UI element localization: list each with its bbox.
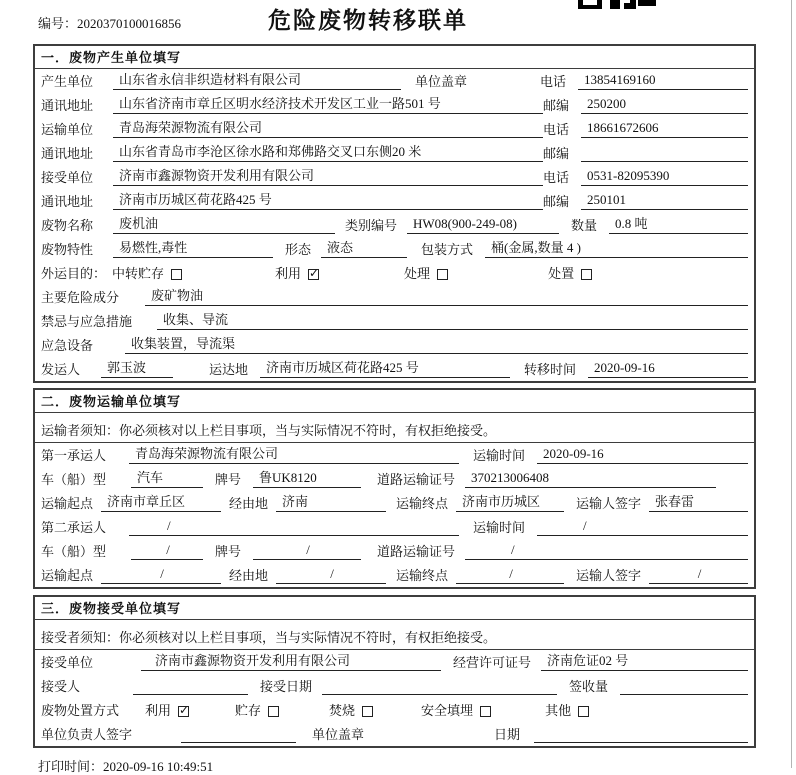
purpose-option-utilize [275,266,319,282]
form-label: 形态 [285,242,312,257]
plate2-label: 牌号 [215,544,242,559]
disposal-option-other [545,703,589,719]
accept-date-value [322,693,557,695]
phone1-group [540,72,748,90]
characteristic-label: 废物特性 [41,242,94,257]
addr1-value: 山东省济南市章丘区明水经济技术开发区工业一路501 号 [113,96,543,114]
quantity-value: 0.8 吨 [609,216,748,234]
checkbox-transfer-storage [171,269,182,280]
checkbox-disposal-storage [268,706,279,717]
checkbox-utilize [308,269,319,280]
via2-value: / [276,566,386,584]
row-second-carrier [35,515,754,539]
shipper-label: 发运人 [41,362,81,377]
plate2-value: / [253,542,361,560]
section-producer [33,44,756,383]
taboo-value: 收集、导流 [157,312,748,330]
terminal2-value: / [456,566,564,584]
category-value: HW08(900-249-08) [407,216,559,234]
sign1-label: 运输人签字 [576,496,642,511]
destination-label: 运达地 [209,362,249,377]
producer-label: 产生单位 [41,74,94,89]
producer-value: 山东省永信非织造材料有限公司 [113,72,401,90]
row-receive-person [35,674,754,698]
date-value [534,741,748,743]
zip1-label: 邮编 [543,98,570,113]
sign1-value: 张春雷 [649,494,748,512]
characteristic-value: 易燃性,毒性 [113,240,273,258]
row-producer [35,69,754,93]
origin2-value: / [101,566,221,584]
time1-value: 2020-09-16 [537,446,748,464]
accept-date-label: 接受日期 [260,679,313,694]
vehicle2-label: 车（船）型 [41,544,107,559]
phone2-group [543,120,748,138]
equipment-label: 应急设备 [41,338,94,353]
row-shipper [35,357,754,381]
row-route1 [35,491,754,515]
zip3-value: 250101 [581,192,748,210]
packing-label: 包装方式 [421,242,474,257]
row-waste-name [35,213,754,237]
purpose-label: 外运目的： [41,266,107,281]
permit2-value: / [465,542,748,560]
purpose-option-dispose [548,266,592,282]
waste-name-label: 废物名称 [41,218,94,233]
receiver-notice: 接受者须知：你必须核对以上栏目事项，当与实际情况不符时，有权拒绝接受。 [35,620,754,650]
row-receiver [35,165,754,189]
permit1-value: 370213006408 [465,470,716,488]
terminal1-label: 运输终点 [396,496,449,511]
carrier2-label: 第二承运人 [41,520,107,535]
time1-label: 运输时间 [473,448,526,463]
disposal-option-label: 焚烧 [329,703,356,718]
zip2-value [581,160,748,162]
unit-label: 接受单位 [41,655,94,670]
zip3-group [543,192,748,210]
amount-value [620,693,748,695]
purpose-option-transfer-storage [112,266,182,282]
row-chief-signature [35,722,754,746]
row-transporter [35,117,754,141]
form-value: 液态 [321,240,407,258]
row-hazard-component [35,285,754,309]
hazard-label: 主要危险成分 [41,290,120,305]
row-route2 [35,563,754,587]
permit1-label: 道路运输证号 [377,472,456,487]
plate1-value: 鲁UK8120 [253,470,361,488]
addr1-label: 通讯地址 [41,98,94,113]
disposal-option-label: 贮存 [235,703,262,718]
section-transporter [33,388,756,589]
zip1-group [543,96,748,114]
destination-value: 济南市历城区荷花路425 号 [260,360,510,378]
disposal-option-label: 利用 [145,703,172,718]
vehicle1-label: 车（船）型 [41,472,107,487]
row-emergency-equipment [35,333,754,357]
phone1-label: 电话 [540,74,567,89]
transporter-label: 运输单位 [41,122,94,137]
addr3-value: 济南市历城区荷花路425 号 [113,192,543,210]
person-label: 接受人 [41,679,81,694]
checkbox-disposal-incinerate [362,706,373,717]
row-receiver-address [35,189,754,213]
qr-code-icon [578,0,656,9]
unit-seal-label: 单位盖章 [312,727,365,742]
checkbox-dispose [581,269,592,280]
transporter-value: 青岛海荣源物流有限公司 [113,120,543,138]
origin2-label: 运输起点 [41,568,94,583]
time2-label: 运输时间 [473,520,526,535]
time2-value: / [537,518,748,536]
permit2-label: 道路运输证号 [377,544,456,559]
section-receiver [33,595,756,748]
section3-title: 三．废物接受单位填写 [35,597,754,620]
transporter-notice: 运输者须知：你必须核对以上栏目事项，当与实际情况不符时，有权拒绝接受。 [35,413,754,443]
checkbox-disposal-other [578,706,589,717]
via2-label: 经由地 [229,568,269,583]
via1-label: 经由地 [229,496,269,511]
carrier1-value: 青岛海荣源物流有限公司 [129,446,459,464]
disposal-option-label: 其他 [545,703,572,718]
phone3-value: 0531-82095390 [581,168,748,186]
addr2-label: 通讯地址 [41,146,94,161]
unit-value: 济南市鑫源物资开发利用有限公司 [141,653,441,671]
document-header [0,0,796,40]
row-receive-unit [35,650,754,674]
receiver-value: 济南市鑫源物资开发利用有限公司 [113,168,543,186]
quantity-label: 数量 [571,218,598,233]
addr2-value: 山东省青岛市李沧区徐水路和郑佛路交叉口东侧20 米 [113,144,543,162]
terminal2-label: 运输终点 [396,568,449,583]
chief-sign-label: 单位负责人签字 [41,727,133,742]
addr3-label: 通讯地址 [41,194,94,209]
purpose-option-treat [404,266,448,282]
purpose-option-label: 利用 [275,266,302,281]
equipment-value: 收集装置，导流渠 [125,336,748,354]
disposal-label: 废物处置方式 [41,703,120,718]
disposal-option-incinerate [329,703,373,719]
amount-label: 签收量 [569,679,609,694]
license-value: 济南危证02 号 [541,653,748,671]
phone1-value: 13854169160 [578,72,748,90]
receiver-label: 接受单位 [41,170,94,185]
shipper-value: 郭玉波 [101,360,173,378]
checkbox-disposal-utilize [178,706,189,717]
print-time-value: 2020-09-16 10:49:51 [103,759,214,774]
taboo-label: 禁忌与应急措施 [41,314,133,329]
zip2-group [543,146,748,162]
zip1-value: 250200 [581,96,748,114]
phone2-label: 电话 [543,122,570,137]
category-label: 类别编号 [345,218,398,233]
row-vehicle1 [35,467,754,491]
carrier1-label: 第一承运人 [41,448,107,463]
row-purpose [35,261,754,285]
print-time-label: 打印时间： [38,759,104,774]
plate1-label: 牌号 [215,472,242,487]
date-label: 日期 [494,727,521,742]
chief-sign-value [181,741,296,743]
sign2-value: / [649,566,748,584]
purpose-option-label: 处理 [404,266,431,281]
zip2-label: 邮编 [543,146,570,161]
row-waste-characteristic [35,237,754,261]
checkbox-disposal-landfill [480,706,491,717]
checkbox-treat [437,269,448,280]
disposal-option-label: 安全填埋 [421,703,474,718]
row-first-carrier [35,443,754,467]
row-taboo-measures [35,309,754,333]
sign2-label: 运输人签字 [576,568,642,583]
origin1-value: 济南市章丘区 [101,494,221,512]
print-time [38,756,796,775]
phone2-value: 18661672606 [581,120,748,138]
disposal-option-utilize [145,703,189,719]
purpose-option-label: 中转贮存 [112,266,165,281]
serial-label: 编号： [38,16,78,31]
section1-title: 一．废物产生单位填写 [35,46,754,69]
person-value [133,693,248,695]
disposal-option-landfill [421,703,491,719]
row-transporter-address [35,141,754,165]
license-label: 经营许可证号 [453,655,532,670]
terminal1-value: 济南市历城区 [456,494,564,512]
phone3-label: 电话 [543,170,570,185]
transfer-time-label: 转移时间 [524,362,577,377]
purpose-option-label: 处置 [548,266,575,281]
section2-title: 二．废物运输单位填写 [35,390,754,413]
serial-value: 2020370100016856 [77,16,182,31]
row-producer-address [35,93,754,117]
packing-value: 桶(金属,数量 4 ) [485,240,748,258]
page-title: 危险废物转移联单 [268,8,468,33]
vehicle1-value: 汽车 [131,470,203,488]
seal-label: 单位盖章 [415,74,468,89]
row-vehicle2 [35,539,754,563]
row-disposal-method [35,698,754,722]
waste-name-value: 废机油 [113,216,335,234]
vehicle2-value: / [131,542,203,560]
via1-value: 济南 [276,494,386,512]
carrier2-value: / [129,518,459,536]
hazard-value: 废矿物油 [145,288,748,306]
transfer-time-value: 2020-09-16 [588,360,748,378]
zip3-label: 邮编 [543,194,570,209]
disposal-option-storage [235,703,279,719]
phone3-group [543,168,748,186]
page-edge-line [791,0,792,768]
origin1-label: 运输起点 [41,496,94,511]
